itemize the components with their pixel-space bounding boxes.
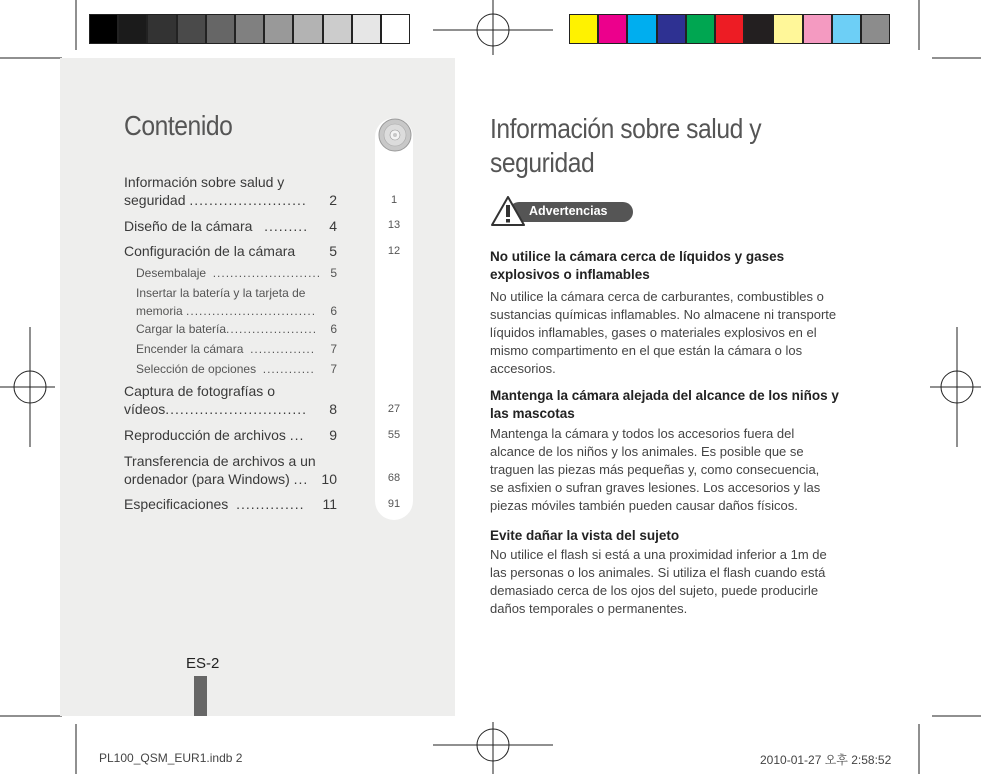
toc-page: 6 bbox=[330, 304, 337, 318]
toc-page: 4 bbox=[329, 218, 337, 234]
toc-entry-playback[interactable]: Reproducción de archivos ... 9 bbox=[124, 427, 337, 443]
tab-number: 55 bbox=[387, 429, 401, 441]
disc-icon bbox=[378, 118, 412, 152]
toc-entry-capture[interactable]: Captura de fotografías o vídeos............................. 8 bbox=[124, 383, 337, 417]
warning-icon bbox=[491, 196, 525, 226]
toc-entry-health-safety[interactable]: Información sobre salud y seguridad ........................ 2 bbox=[124, 174, 337, 208]
section-body-eyes: No utilice el flash si está a una proximidad inferior a 1m de las personas o los animales. Si utiliza el flash cuando está demasiado cerca de los ojos del sujeto, puede producirle daños temporales o permanentes. bbox=[490, 547, 827, 616]
tab-number: 1 bbox=[390, 194, 398, 206]
section-heading-eyes: Evite dañar la vista del sujeto bbox=[490, 528, 680, 543]
tab-number: 68 bbox=[387, 472, 401, 484]
toc-page: 5 bbox=[330, 266, 337, 280]
toc-entry-specifications[interactable]: Especificaciones .............. 11 bbox=[124, 496, 337, 512]
toc-page: 11 bbox=[322, 496, 337, 512]
section-body-liquids: No utilice la cámara cerca de carburantes, combustibles o sustancias químicas inflamables. No almacene ni transporte líquidos inflamables, gases o materiales explosivos en el mismo compartimento en el que están la cámara o los accesorios. bbox=[490, 289, 837, 376]
footer-filename: PL100_QSM_EUR1.indb 2 bbox=[99, 751, 243, 765]
toc-page: 9 bbox=[329, 427, 337, 443]
footer-timestamp: 2010-01-27 오후 2:58:52 bbox=[760, 753, 892, 767]
toc-page: 6 bbox=[330, 322, 337, 336]
toc-entry-camera-design[interactable]: Diseño de la cámara ......... 4 bbox=[124, 218, 337, 234]
section-heading-children: Mantenga la cámara alejada del alcance de los niños y las mascotas bbox=[490, 388, 839, 421]
toc-subentry-power-on[interactable]: Encender la cámara ............... 7 bbox=[136, 342, 337, 356]
tab-number: 13 bbox=[387, 219, 401, 231]
toc-page: 10 bbox=[321, 471, 337, 487]
tab-number: 91 bbox=[387, 498, 401, 510]
toc-page: 7 bbox=[330, 362, 337, 376]
toc-subentry-charging[interactable]: Cargar la batería..................... 6 bbox=[136, 322, 337, 336]
section-title: Información sobre salud y seguridad bbox=[490, 113, 762, 178]
toc-page: 5 bbox=[329, 243, 337, 259]
warning-badge bbox=[491, 196, 633, 226]
page-number-label: ES-2 bbox=[186, 655, 220, 672]
chapter-tab-strip bbox=[375, 118, 413, 520]
badge-label: Advertencias bbox=[529, 204, 608, 218]
toc-entry-camera-setup[interactable]: Configuración de la cámara 5 bbox=[124, 243, 337, 259]
toc-subentry-battery-card[interactable]: Insertar la batería y la tarjeta de memoria .............................. 6 bbox=[136, 286, 337, 318]
toc-subentry-options[interactable]: Selección de opciones ............ 7 bbox=[136, 362, 337, 376]
page-marker-bar bbox=[194, 676, 207, 716]
toc-page: 7 bbox=[330, 342, 337, 356]
tab-number: 12 bbox=[387, 245, 401, 257]
section-body-children: Mantenga la cámara y todos los accesorios fuera del alcance de los niños y los animales. Es posible que se traguen las piezas más pequeñas y, como consecuencia, se asfixien o sufran graves lesiones. Los accesorios y las piezas móviles también pueden causar daños físicos. bbox=[490, 426, 821, 513]
toc-page: 8 bbox=[329, 401, 337, 417]
toc-entry-transfer[interactable]: Transferencia de archivos a un ordenador (para Windows) ... 10 bbox=[124, 453, 337, 487]
tab-number: 27 bbox=[387, 403, 401, 415]
toc-subentry-unpacking[interactable]: Desembalaje ......................... 5 bbox=[136, 266, 337, 280]
contents-title: Contenido bbox=[124, 110, 233, 141]
section-heading-liquids: No utilice la cámara cerca de líquidos y gases explosivos o inflamables bbox=[490, 249, 785, 282]
toc-page: 2 bbox=[329, 192, 337, 208]
